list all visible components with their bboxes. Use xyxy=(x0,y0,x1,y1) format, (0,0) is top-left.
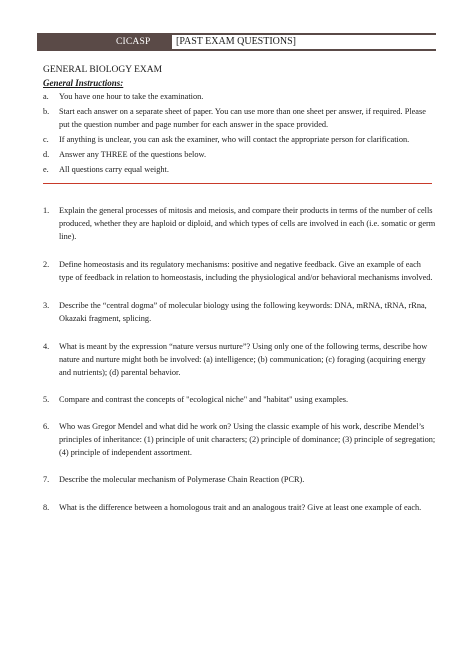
header-label: CICASP xyxy=(116,37,151,47)
instruction-item xyxy=(43,105,438,131)
instruction-marker: b. xyxy=(43,107,50,116)
section-divider xyxy=(43,183,432,184)
question-number: 4. xyxy=(43,342,50,351)
instruction-item xyxy=(43,90,438,103)
document-title: GENERAL BIOLOGY EXAM xyxy=(43,65,163,75)
question-number: 3. xyxy=(43,301,50,310)
question-item xyxy=(43,393,437,406)
instructions-list xyxy=(43,90,438,178)
question-text: Explain the general processes of mitosis and meiosis, and compare their products in terms of the number of cells produced, whether they are haploid or diploid, and which types of cells are involved in each (i.e. somatic or germ line). xyxy=(59,206,436,241)
question-number: 1. xyxy=(43,206,50,215)
question-item xyxy=(43,420,437,459)
instruction-item xyxy=(43,163,438,176)
instruction-marker: a. xyxy=(43,92,49,101)
instruction-text: Start each answer on a separate sheet of paper. You can use more than one sheet per answer, if required. Please put the question number and page number for each answer in the space provided. xyxy=(59,107,426,129)
instruction-marker: c. xyxy=(43,135,49,144)
question-number: 5. xyxy=(43,395,50,404)
question-number: 6. xyxy=(43,422,50,431)
instruction-item xyxy=(43,148,438,161)
question-number: 7. xyxy=(43,475,50,484)
question-list xyxy=(43,204,437,514)
question-item xyxy=(43,501,437,514)
question-item xyxy=(43,204,437,243)
question-text: Define homeostasis and its regulatory mechanisms: positive and negative feedback. Give an example of each type of feedback in relation to homeostasis, including the physiological and/or behavioral mechanisms involved. xyxy=(59,260,433,282)
question-item xyxy=(43,340,437,379)
question-number: 2. xyxy=(43,260,50,269)
question-text: Who was Gregor Mendel and what did he work on? Using the classic example of his work, describe Mendel’s principles of inheritance: (1) principle of unit characters; (2) principle of dominance; (3) principle of segregation; (4) principle of independent assortment. xyxy=(59,422,436,457)
question-item xyxy=(43,473,437,486)
instruction-text: Answer any THREE of the questions below. xyxy=(59,150,207,159)
question-text: What is the difference between a homologous trait and an analogous trait? Give at least one example of each. xyxy=(59,503,422,512)
question-text: What is meant by the expression “nature versus nurture”? Using only one of the following terms, describe how nature and nurture might both be involved: (a) intelligence; (b) communication; (c) foraging (acquiring energy and nutrients); (d) parental behavior. xyxy=(59,342,428,377)
header-title: [PAST EXAM QUESTIONS] xyxy=(176,36,297,47)
question-number: 8. xyxy=(43,503,50,512)
instructions-heading: General Instructions: xyxy=(43,78,124,88)
instruction-marker: e. xyxy=(43,165,49,174)
question-text: Describe the “central dogma” of molecular biology using the following keywords: DNA, mRNA, tRNA, rRna, Okazaki fragment, splicing. xyxy=(59,301,427,323)
question-text: Compare and contrast the concepts of "ecological niche" and "habitat" using examples. xyxy=(59,395,349,404)
question-item xyxy=(43,299,437,325)
instruction-text: All questions carry equal weight. xyxy=(59,165,169,174)
instruction-text: You have one hour to take the examination. xyxy=(59,92,204,101)
instruction-marker: d. xyxy=(43,150,50,159)
instruction-item xyxy=(43,133,438,146)
question-item xyxy=(43,258,437,284)
instruction-text: If anything is unclear, you can ask the examiner, who will contact the appropriate person for clarification. xyxy=(59,135,410,144)
question-text: Describe the molecular mechanism of Polymerase Chain Reaction (PCR). xyxy=(59,475,305,484)
